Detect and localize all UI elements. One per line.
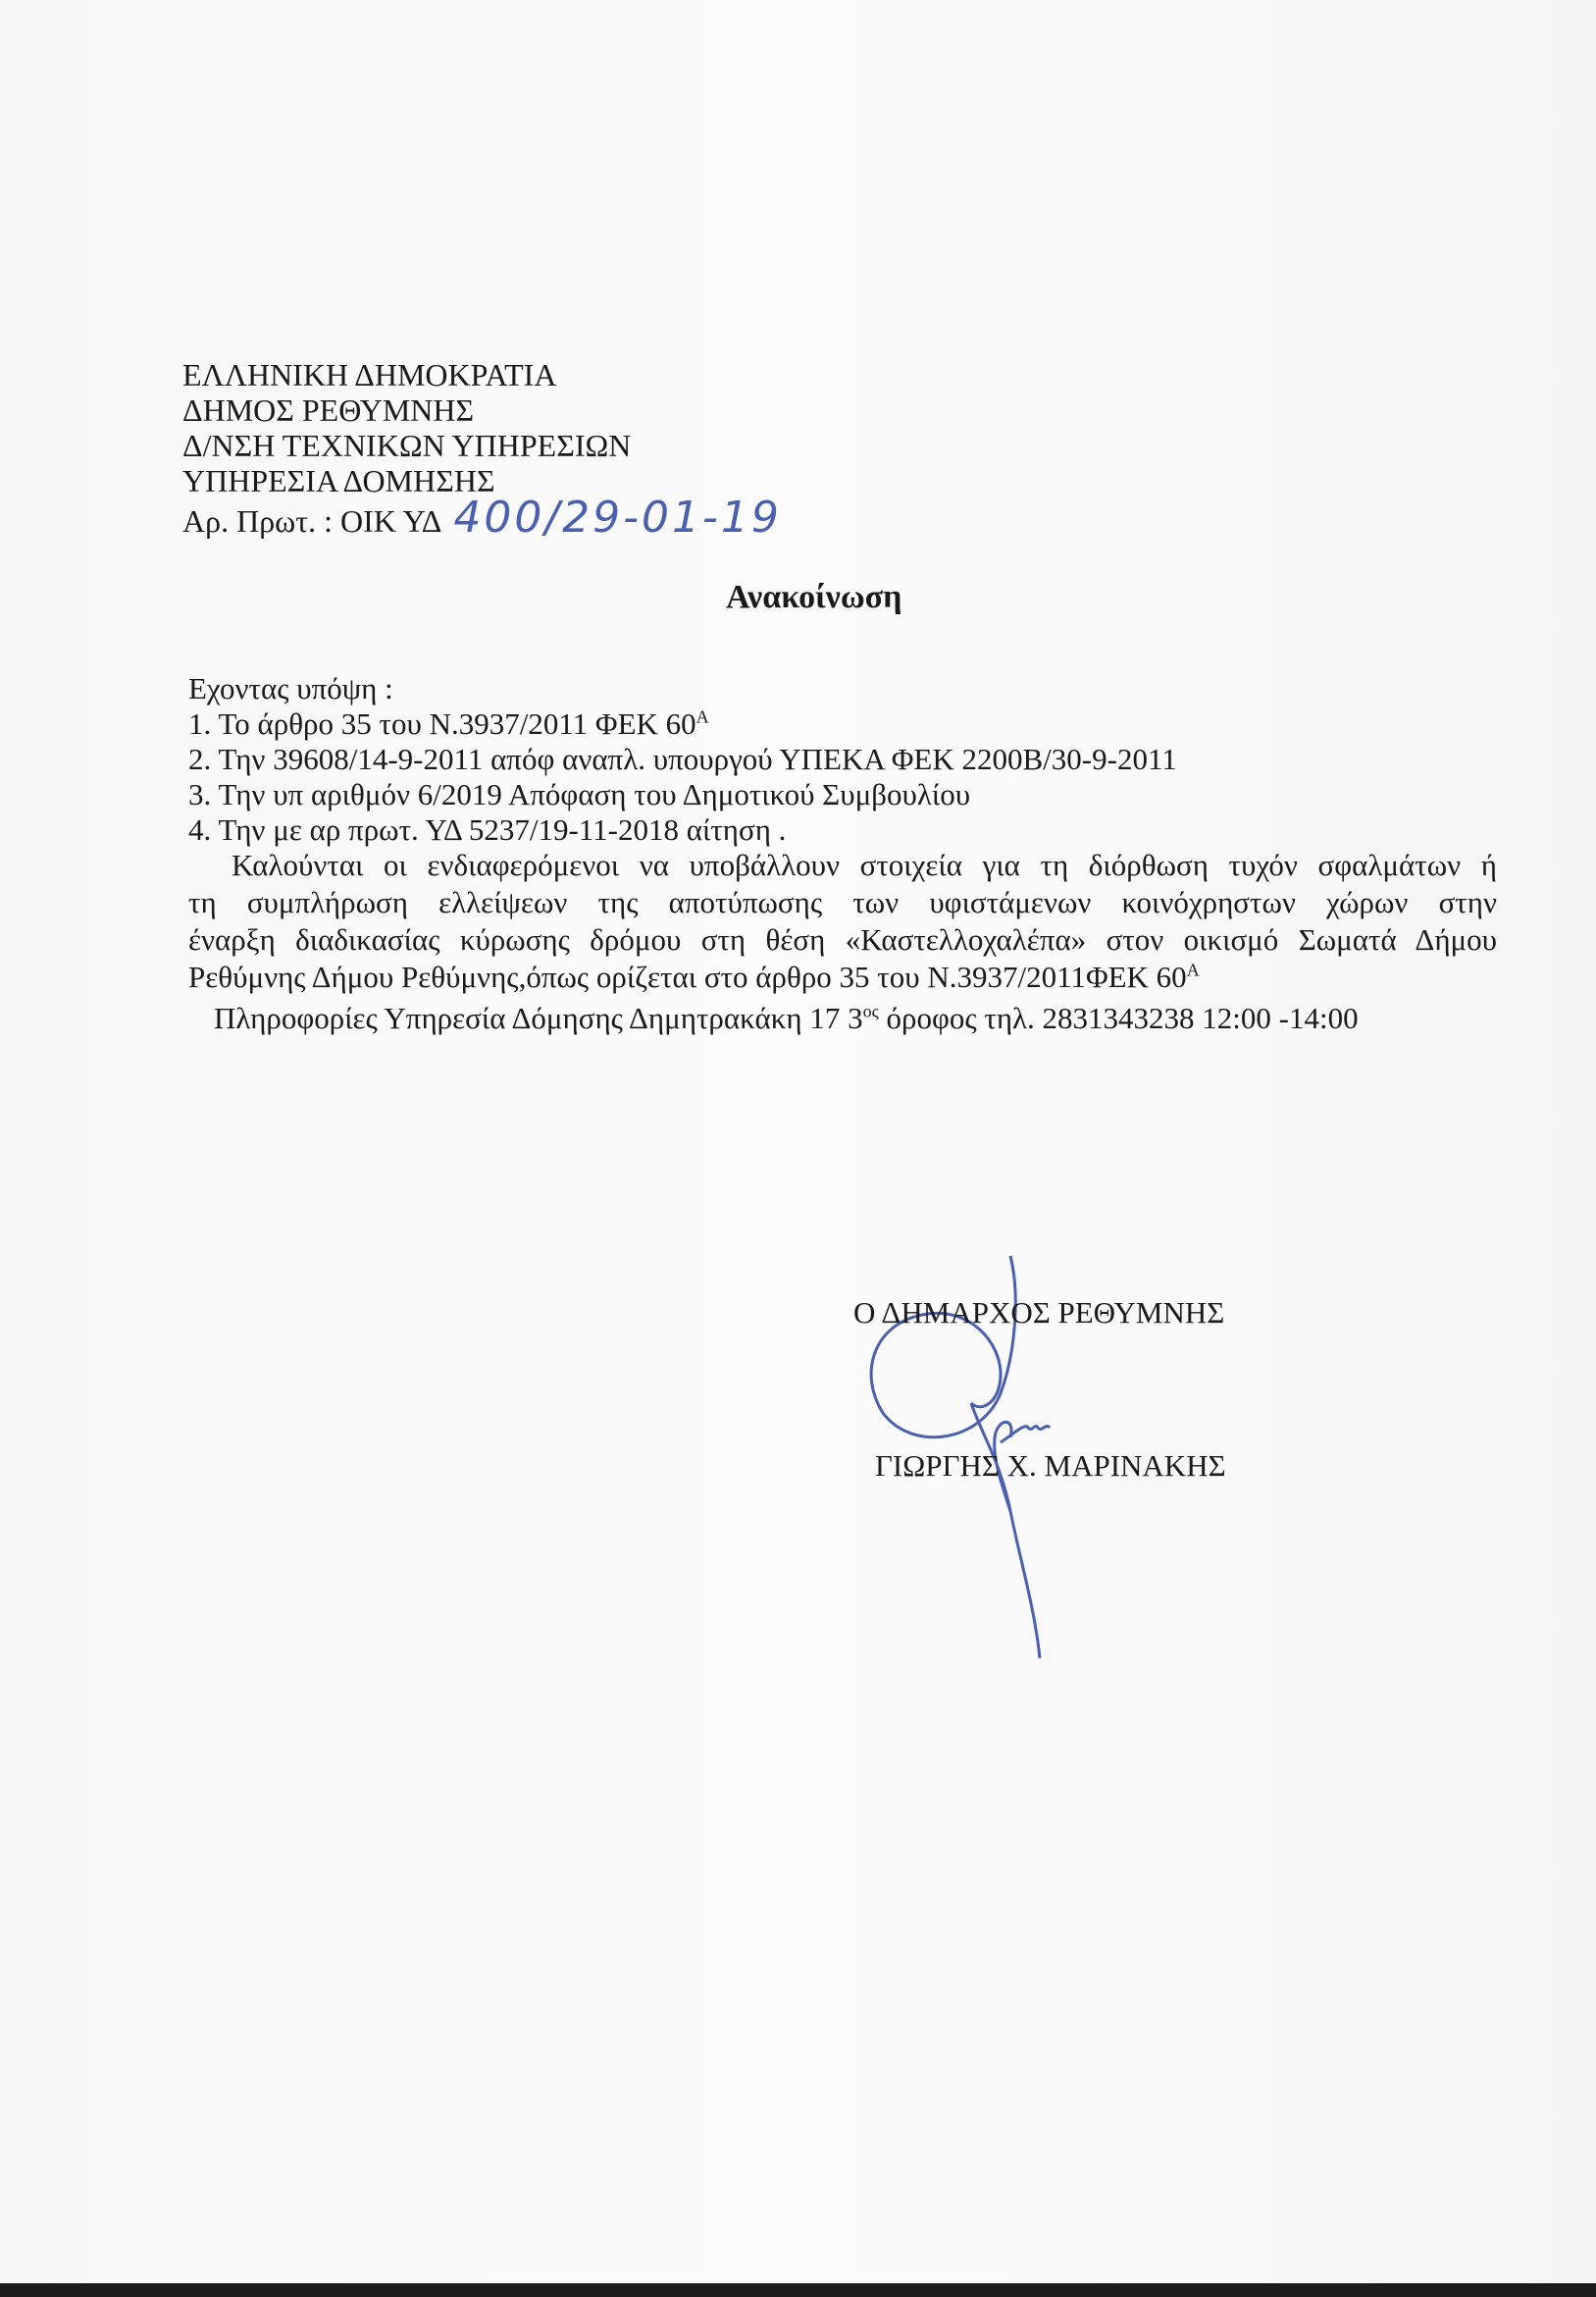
list-item-1: 1. Το άρθρο 35 του Ν.3937/2011 ΦΕΚ $60^A$: [188, 706, 709, 741]
protocol-label: Αρ. Πρωτ. : ΟΙΚ ΥΔ: [182, 503, 442, 539]
list-item-3: 3. Την υπ αριθμόν 6/2019 Απόφαση του Δημοτικού Συμβουλίου: [188, 777, 971, 811]
header-municipality: ΔΗΜΟΣ ΡΕΘΥΜΝΗΣ: [182, 392, 475, 428]
header-directorate: Δ/ΝΣΗ ΤΕΧΝΙΚΩΝ ΥΠΗΡΕΣΙΩΝ: [182, 428, 632, 463]
paragraph-line-2: τη συμπλήρωση ελλείψεων της αποτύπωσης των υφιστάμενων κοινόχρηστων χώρων στην: [188, 885, 1497, 919]
intro-line: Εχοντας υπόψη :: [188, 671, 393, 705]
paragraph-line-3: έναρξη διαδικασίας κύρωσης δρόμου στη θέση «Καστελλοχαλέπα» στον οικισμό Σωματά Δήμου: [188, 922, 1497, 957]
scan-bottom-edge: [0, 2283, 1596, 2297]
list-item-4: 4. Την με αρ πρωτ. ΥΔ 5237/19-11-2018 αίτηση .: [188, 812, 787, 847]
info-line: Πληροφορίες Υπηρεσία Δόμησης Δημητρακάκη 17 $3^{o\varsigma}$ όροφος τηλ. 2831343238 12:00 -14:00: [214, 1001, 1359, 1035]
signatory-name: ΓΙΩΡΓΗΣ Χ. ΜΑΡΙΝΑΚΗΣ: [875, 1448, 1226, 1483]
list-item-2: 2. Την 39608/14-9-2011 απόφ αναπλ. υπουργού ΥΠΕΚΑ ΦΕΚ 2200Β/30-9-2011: [188, 742, 1177, 776]
protocol-handwritten: 400/29-01-19: [453, 493, 782, 543]
signatory-role: Ο ΔΗΜΑΡΧΟΣ ΡΕΘΥΜΝΗΣ: [853, 1295, 1225, 1330]
protocol-number: [182, 493, 782, 543]
paragraph-line-1: Καλούνται οι ενδιαφερόμενοι να υποβάλλουν στοιχεία για τη διόρθωση τυχόν σφαλμάτων ή: [232, 848, 1497, 882]
document-title: Ανακοίνωση: [726, 579, 902, 615]
header-service: ΥΠΗΡΕΣΙΑ ΔΟΜΗΣΗΣ: [182, 463, 495, 498]
header-country: ΕΛΛΗΝΙΚΗ ΔΗΜΟΚΡΑΤΙΑ: [182, 357, 557, 392]
paragraph-line-4: Ρεθύμνης Δήμου Ρεθύμνης,όπως ορίζεται στο άρθρο 35 του Ν.3937/2011ΦΕΚ $60^A$: [188, 960, 1200, 994]
